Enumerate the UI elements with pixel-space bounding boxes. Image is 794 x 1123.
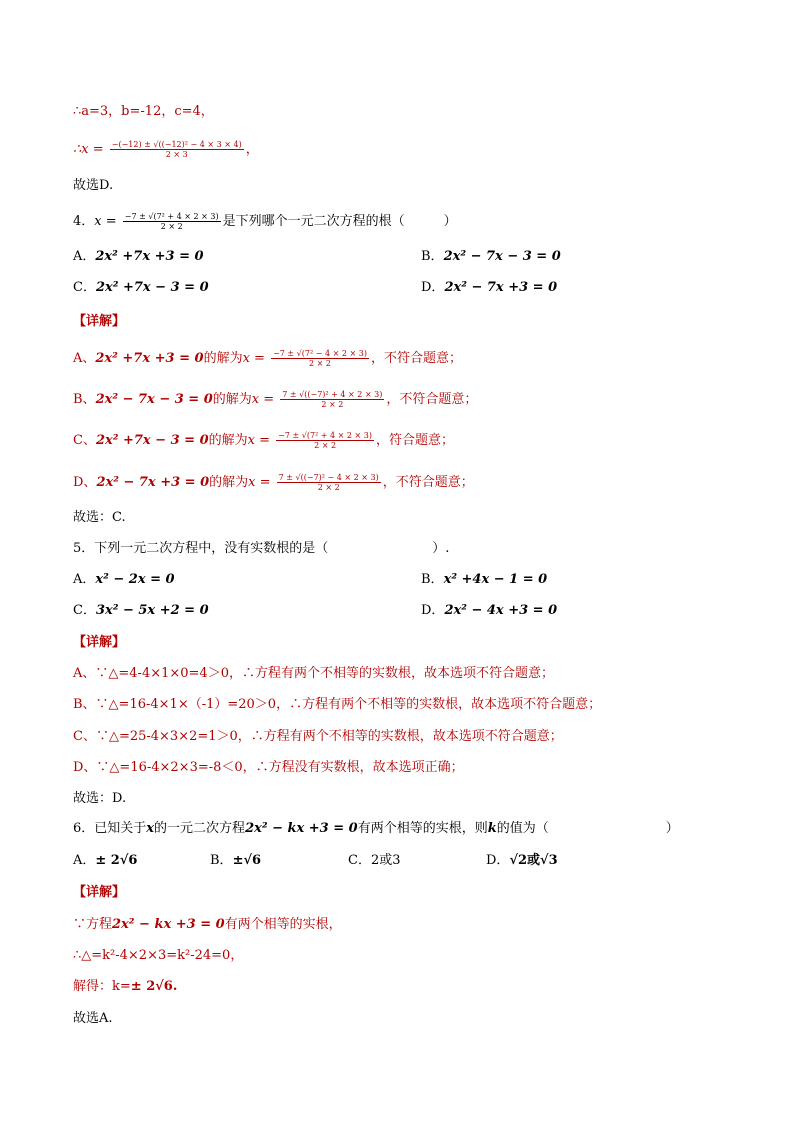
q5-solution-c: C、∵△=25-4×3×2=1＞0，∴方程有两个不相等的实数根，故本选项不符合题意； bbox=[73, 729, 563, 744]
q4-sol-a-lead: A、 bbox=[73, 351, 96, 366]
q5-option-b-letter: B． bbox=[421, 572, 444, 587]
q4-fraction-num: −7 ± √(7² + 4 × 2 × 3) bbox=[124, 212, 219, 221]
q4-option-b-eq: 2x² − 7x − 3 = 0 bbox=[443, 249, 561, 264]
q6-sol-eq: 2x² − kx +3 = 0 bbox=[112, 917, 225, 932]
q4-option-c bbox=[73, 280, 209, 295]
q4-option-a bbox=[73, 249, 204, 264]
q4-option-c-eq: 2x² +7x − 3 = 0 bbox=[95, 280, 209, 295]
q6-solution-line-1 bbox=[73, 917, 342, 933]
q5-answer: 故选：D. bbox=[73, 791, 127, 806]
q4-sol-a-mid: 的解为 bbox=[203, 351, 243, 366]
prev-abc-line: ∴a=3，b=-12，c=4， bbox=[73, 104, 214, 119]
q4-sol-d-num: 7 ± √((−7)² − 4 × 2 × 3) bbox=[278, 473, 379, 482]
q4-sol-c-x: x = bbox=[247, 433, 271, 448]
q4-sol-c-lead: C、 bbox=[73, 433, 96, 448]
q4-sol-b-x: x = bbox=[251, 392, 275, 407]
q4-sol-b-tail: ，不符合题意； bbox=[386, 392, 478, 407]
q4-option-a-eq: 2x² +7x +3 = 0 bbox=[95, 249, 204, 264]
q4-solution-b bbox=[73, 390, 477, 409]
q6-option-a-letter: A． bbox=[73, 853, 96, 868]
q4-stem bbox=[73, 212, 457, 231]
q4-solution-c bbox=[73, 431, 454, 450]
q6-solution-delta: ∴△=k²-4×2×3=k²-24=0， bbox=[73, 948, 244, 963]
q4-sol-c-fraction bbox=[276, 431, 374, 450]
q4-sol-b-lead: B、 bbox=[73, 392, 96, 407]
q4-solution-d bbox=[73, 473, 474, 492]
q4-sol-d-tail: ，不符合题意； bbox=[382, 475, 474, 490]
q4-answer: 故选：C. bbox=[73, 510, 126, 525]
q6-sol-a: ∵方程 bbox=[73, 917, 113, 932]
q4-sol-b-mid: 的解为 bbox=[212, 392, 252, 407]
q4-sol-b-fraction bbox=[280, 390, 384, 409]
q6-stem-c: 有两个相等的实根，则 bbox=[357, 821, 488, 836]
q4-sol-d-eq: 2x² − 7x +3 = 0 bbox=[96, 475, 210, 490]
q4-sol-d-fraction bbox=[277, 473, 381, 492]
q6-option-a bbox=[73, 853, 137, 869]
q5-option-d bbox=[421, 603, 557, 619]
q6-sol-b: 有两个相等的实根， bbox=[224, 917, 342, 932]
q6-stem-b: 的一元二次方程 bbox=[154, 821, 246, 836]
prev-formula-line bbox=[73, 140, 259, 159]
q6-option-d-val: √2或√3 bbox=[509, 853, 558, 868]
q6-solution-result bbox=[73, 979, 177, 995]
q5-detail-label: 【详解】 bbox=[73, 635, 126, 650]
q4-stem-text: 是下列哪个一元二次方程的根（ ） bbox=[222, 214, 457, 229]
prev-fraction bbox=[110, 140, 244, 159]
q4-sol-d-den: 2 × 2 bbox=[317, 483, 340, 492]
q4-x-prefix: x = bbox=[94, 214, 117, 229]
prev-suffix: ， bbox=[245, 142, 259, 157]
q4-sol-c-num: −7 ± √(7² + 4 × 2 × 3) bbox=[278, 431, 373, 440]
q4-option-c-letter: C． bbox=[73, 280, 96, 295]
q4-sol-d-mid: 的解为 bbox=[209, 475, 249, 490]
q6-sol-result-a: 解得：k= bbox=[73, 979, 131, 994]
q6-stem-d: 的值为（ ） bbox=[496, 821, 679, 836]
q4-sol-c-den: 2 × 2 bbox=[314, 441, 337, 450]
q4-sol-a-fraction bbox=[271, 349, 369, 368]
q5-options-row-1 bbox=[73, 572, 548, 588]
q4-option-a-letter: A． bbox=[73, 249, 96, 264]
q4-sol-c-mid: 的解为 bbox=[208, 433, 248, 448]
q4-option-d bbox=[421, 280, 557, 296]
q6-var-k: k bbox=[487, 821, 497, 836]
q5-option-a-letter: A． bbox=[73, 572, 96, 587]
q6-stem-a: 6．已知关于 bbox=[73, 821, 147, 836]
q4-sol-b-num: 7 ± √((−7)² + 4 × 2 × 3) bbox=[282, 390, 383, 399]
q6-option-a-val: ± 2√6 bbox=[95, 853, 138, 868]
q6-sol-result-b: ± 2√6. bbox=[130, 979, 178, 994]
q6-option-c-val: 2或3 bbox=[370, 853, 401, 868]
q4-detail-label: 【详解】 bbox=[73, 314, 126, 329]
q6-eq: 2x² − kx +3 = 0 bbox=[245, 821, 358, 836]
prev-fraction-den: 2 × 3 bbox=[165, 150, 188, 159]
q4-option-d-eq: 2x² − 7x +3 = 0 bbox=[444, 280, 558, 295]
q4-option-b bbox=[421, 249, 561, 265]
prev-answer: 故选D. bbox=[73, 178, 114, 193]
q6-var-x: x bbox=[146, 821, 155, 836]
q6-answer: 故选A. bbox=[73, 1011, 113, 1026]
q4-sol-c-eq: 2x² +7x − 3 = 0 bbox=[95, 433, 209, 448]
q4-fraction bbox=[123, 212, 221, 231]
q6-option-b-val: ±√6 bbox=[232, 853, 262, 868]
q4-options-row-1 bbox=[73, 249, 561, 265]
q6-stem bbox=[73, 821, 679, 837]
q5-options-row-2 bbox=[73, 603, 558, 619]
q5-option-d-letter: D． bbox=[421, 603, 445, 618]
q5-option-a-eq: x² − 2x = 0 bbox=[95, 572, 175, 587]
q6-option-c bbox=[348, 853, 401, 869]
q6-detail-label: 【详解】 bbox=[73, 885, 126, 900]
q4-sol-d-lead: D、 bbox=[73, 475, 97, 490]
q5-option-d-eq: 2x² − 4x +3 = 0 bbox=[444, 603, 558, 618]
q5-option-c bbox=[73, 603, 209, 618]
q4-sol-b-den: 2 × 2 bbox=[321, 400, 344, 409]
q4-sol-a-x: x = bbox=[242, 351, 265, 366]
q4-fraction-den: 2 × 2 bbox=[160, 222, 183, 231]
q4-options-row-2 bbox=[73, 280, 558, 296]
q6-option-b-letter: B． bbox=[210, 853, 233, 868]
q4-number: 4． bbox=[73, 214, 95, 229]
q4-sol-d-x: x = bbox=[248, 475, 271, 490]
q4-option-b-letter: B． bbox=[421, 249, 444, 264]
q4-sol-b-eq: 2x² − 7x − 3 = 0 bbox=[95, 392, 213, 407]
q6-option-b bbox=[210, 853, 261, 869]
q6-option-d-letter: D． bbox=[486, 853, 510, 868]
q4-solution-a bbox=[73, 349, 462, 368]
q4-sol-c-tail: ，符合题意； bbox=[376, 433, 455, 448]
q5-option-b-eq: x² +4x − 1 = 0 bbox=[443, 572, 548, 587]
q5-option-b bbox=[421, 572, 547, 588]
prev-fraction-num: −(−12) ± √((−12)² − 4 × 3 × 4) bbox=[111, 140, 242, 149]
q6-option-c-letter: C． bbox=[348, 853, 371, 868]
q5-option-c-eq: 3x² − 5x +2 = 0 bbox=[95, 603, 209, 618]
q4-sol-a-den: 2 × 2 bbox=[309, 359, 331, 368]
q5-option-c-letter: C． bbox=[73, 603, 96, 618]
q4-option-d-letter: D． bbox=[421, 280, 445, 295]
q4-sol-a-eq: 2x² +7x +3 = 0 bbox=[95, 351, 204, 366]
q4-sol-a-num: −7 ± √(7² − 4 × 2 × 3) bbox=[273, 349, 367, 358]
q5-solution-b: B、∵△=16-4×1×（-1）=20＞0，∴方程有两个不相等的实数根，故本选项不符合题意； bbox=[73, 697, 602, 712]
q6-option-d bbox=[486, 853, 558, 869]
q5-solution-a: A、∵△=4-4×1×0=4＞0，∴方程有两个不相等的实数根，故本选项不符合题意； bbox=[73, 666, 554, 681]
q5-option-a bbox=[73, 572, 175, 587]
q5-solution-d: D、∵△=16-4×2×3=-8＜0，∴方程没有实数根，故本选项正确； bbox=[73, 760, 464, 775]
prev-x-prefix: ∴x = bbox=[73, 142, 104, 157]
q4-sol-a-tail: ，不符合题意； bbox=[370, 351, 462, 366]
q5-stem: 5．下列一元二次方程中，没有实数根的是（ ）. bbox=[73, 541, 450, 556]
